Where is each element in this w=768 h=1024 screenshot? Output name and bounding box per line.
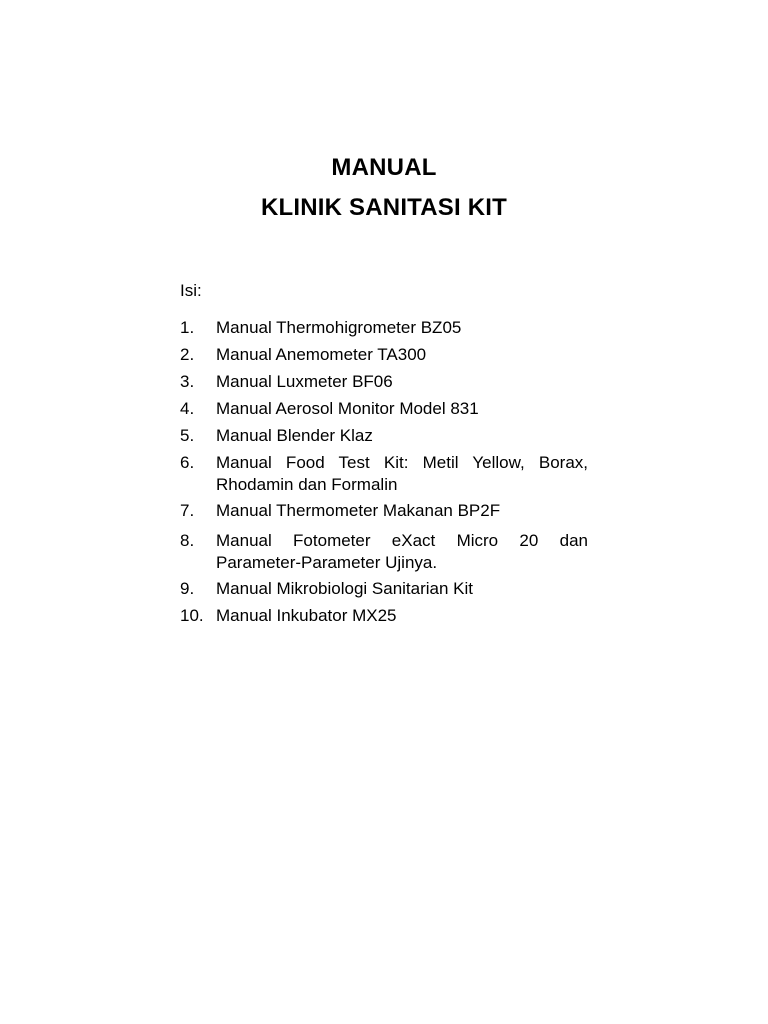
list-item-text: Manual Luxmeter BF06 [216, 372, 393, 391]
title-line-1: MANUAL [331, 154, 437, 181]
list-item-text: Manual Aerosol Monitor Model 831 [216, 399, 479, 418]
list-item [180, 369, 588, 394]
list-item [180, 498, 588, 523]
list-item [180, 423, 588, 448]
list-item-text: Manual Mikrobiologi Sanitarian Kit [216, 579, 474, 598]
list-item [180, 450, 588, 496]
list-item [180, 315, 588, 340]
document-title [0, 148, 768, 228]
list-item-number: 10. [180, 606, 204, 625]
list-item-text: Manual Food Test Kit: Metil Yellow, Borax, Rhodamin dan Formalin [216, 453, 588, 494]
list-item-text: Manual Anemometer TA300 [216, 345, 427, 364]
list-item-number: 9. [180, 579, 195, 598]
list-item-number: 3. [180, 372, 195, 391]
contents-list [180, 315, 588, 630]
list-item-text: Manual Thermohigrometer BZ05 [216, 318, 462, 337]
list-item-text: Manual Thermometer Makanan BP2F [216, 501, 501, 520]
list-item-number: 6. [180, 453, 195, 472]
list-item-number: 1. [180, 318, 195, 337]
list-item [180, 603, 588, 628]
list-item [180, 342, 588, 367]
list-item-text: Manual Inkubator MX25 [216, 606, 397, 625]
list-item-text: Manual Blender Klaz [216, 426, 373, 445]
title-line-2: KLINIK SANITASI KIT [260, 194, 507, 221]
list-item-number: 4. [180, 399, 195, 418]
list-item [180, 528, 588, 574]
list-item-number: 5. [180, 426, 195, 445]
list-item-text: Manual Fotometer eXact Micro 20 dan Parameter-Parameter Ujinya. [216, 531, 588, 572]
list-item-number: 8. [180, 531, 195, 550]
list-item [180, 576, 588, 601]
list-item-number: 2. [180, 345, 195, 364]
list-item-number: 7. [180, 501, 195, 520]
list-item [180, 396, 588, 421]
contents-label: Isi: [180, 281, 202, 300]
